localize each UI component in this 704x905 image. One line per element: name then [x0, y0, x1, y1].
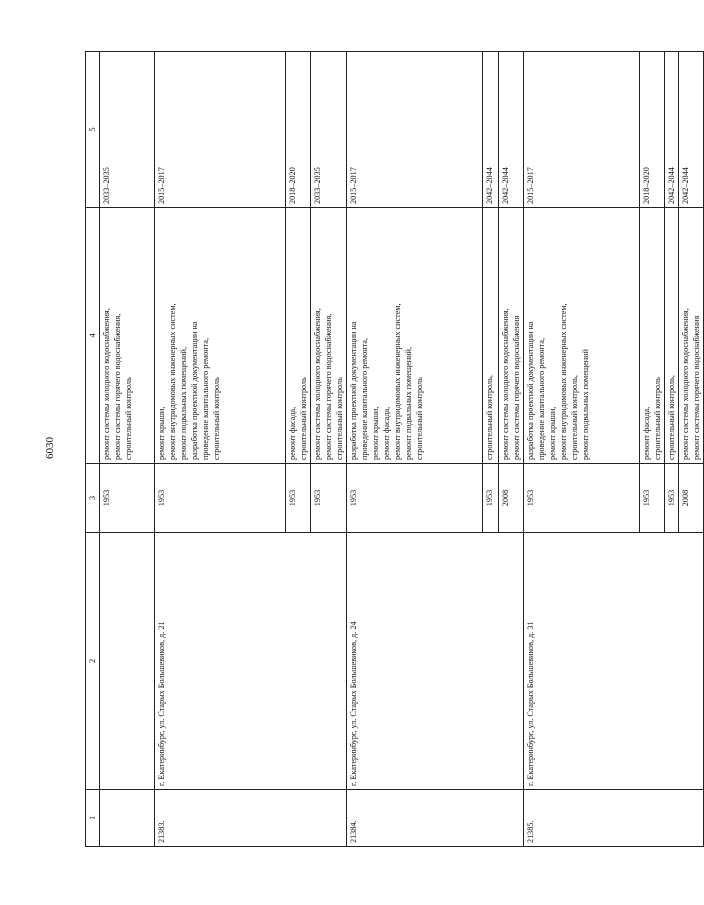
- address-cell: г. Екатеринбург, ул. Старых Большевиков, д. 24: [347, 533, 524, 790]
- work-item: строительный контроль: [299, 377, 308, 460]
- work-item: проведение капитального ремонта,: [201, 337, 210, 460]
- work-item: разработка проектной документации на: [349, 321, 358, 460]
- table-row: [347, 52, 483, 847]
- work-item: строительный контроль,: [485, 375, 494, 460]
- year-cell: 1953: [347, 464, 483, 533]
- works-cell: [155, 208, 286, 464]
- work-item: проведение капитального ремонта,: [360, 337, 369, 460]
- work-item: ремонт внутридомовых инженерных систем,: [559, 303, 568, 460]
- period-cell: 2018–2020: [286, 52, 311, 208]
- work-item: ремонт системы горячего водоснабжения: [512, 315, 521, 460]
- works-cell: [640, 208, 665, 464]
- year-cell: 1953: [665, 464, 679, 533]
- work-item: проведение капитального ремонта,: [537, 337, 546, 460]
- address-cell: г. Екатеринбург, ул. Старых Большевиков, д. 31: [524, 533, 704, 790]
- works-cell: [483, 208, 499, 464]
- header-cell-5: 5: [86, 52, 100, 208]
- repair-schedule-table: [85, 51, 704, 847]
- table-row: [100, 52, 155, 847]
- table-row: [155, 52, 286, 847]
- works-cell: [499, 208, 524, 464]
- work-item: ремонт системы горячего водоснабжения: [692, 315, 701, 460]
- work-item: ремонт крыши,: [548, 406, 557, 460]
- period-cell: 2042–2044: [483, 52, 499, 208]
- period-cell: 2033–2035: [100, 52, 155, 208]
- work-item: ремонт внутридомовых инженерных систем,: [168, 303, 177, 460]
- work-item: ремонт фасада,: [288, 406, 297, 460]
- year-cell: 1953: [640, 464, 665, 533]
- work-item: ремонт внутридомовых инженерных систем,: [393, 303, 402, 460]
- work-item: ремонт фасада,: [382, 406, 391, 460]
- address-cell: г. Екатеринбург, ул. Старых Большевиков, д. 21: [155, 533, 347, 790]
- address-cell: [100, 533, 155, 790]
- period-cell: 2015–2017: [347, 52, 483, 208]
- work-item: разработка проектной документации на: [526, 321, 535, 460]
- year-cell: 1953: [483, 464, 499, 533]
- period-cell: 2015–2017: [524, 52, 640, 208]
- header-row: [86, 52, 100, 847]
- work-item: ремонт системы холодного водоснабжения,: [681, 308, 690, 460]
- year-cell: 2008: [499, 464, 524, 533]
- works-cell: [679, 208, 704, 464]
- header-cell-4: 4: [86, 208, 100, 464]
- works-cell: [524, 208, 640, 464]
- works-cell: [286, 208, 311, 464]
- year-cell: 1953: [524, 464, 640, 533]
- work-item: ремонт крыши,: [157, 406, 166, 460]
- works-cell: [311, 208, 347, 464]
- work-item: строительный контроль: [653, 377, 662, 460]
- period-cell: 2033–2035: [311, 52, 347, 208]
- period-cell: 2042–2044: [499, 52, 524, 208]
- year-cell: 1953: [100, 464, 155, 533]
- work-item: ремонт системы горячего водоснабжения,: [324, 313, 333, 460]
- work-item: ремонт подвальных помещений: [581, 349, 590, 460]
- table-body: [100, 52, 704, 847]
- work-item: разработка проектной документации на: [190, 321, 199, 460]
- works-cell: [100, 208, 155, 464]
- year-cell: 2008: [679, 464, 704, 533]
- work-item: строительный контроль: [212, 377, 221, 460]
- work-item: ремонт крыши,: [371, 406, 380, 460]
- work-item: ремонт системы горячего водоснабжения,: [113, 313, 122, 460]
- year-cell: 1953: [286, 464, 311, 533]
- row-number-cell: 21385.: [524, 790, 704, 847]
- work-item: строительный контроль: [415, 377, 424, 460]
- work-item: ремонт системы холодного водоснабжения,: [102, 308, 111, 460]
- header-cell-1: 1: [86, 790, 100, 847]
- work-item: ремонт системы холодного водоснабжения,: [501, 308, 510, 460]
- works-cell: [347, 208, 483, 464]
- work-item: ремонт фасада,: [642, 406, 651, 460]
- work-item: строительный контроль,: [667, 375, 676, 460]
- works-cell: [665, 208, 679, 464]
- row-number-cell: [100, 790, 155, 847]
- header-cell-2: 2: [86, 533, 100, 790]
- table-row: [524, 52, 640, 847]
- work-item: ремонт подвальных помещений,: [404, 347, 413, 460]
- year-cell: 1953: [311, 464, 347, 533]
- work-item: ремонт подвальных помещений,: [179, 347, 188, 460]
- period-cell: 2042–2044: [679, 52, 704, 208]
- year-cell: 1953: [155, 464, 286, 533]
- period-cell: 2018–2020: [640, 52, 665, 208]
- period-cell: 2042–2044: [665, 52, 679, 208]
- period-cell: 2015–2017: [155, 52, 286, 208]
- work-item: ремонт системы холодного водоснабжения,: [313, 308, 322, 460]
- work-item: строительный контроль: [124, 377, 133, 460]
- work-item: строительный контроль,: [570, 375, 579, 460]
- rotated-table-container: [85, 87, 701, 847]
- header-cell-3: 3: [86, 464, 100, 533]
- work-item: строительный контроль: [335, 377, 344, 460]
- row-number-cell: 21383.: [155, 790, 347, 847]
- page-number: 6030: [44, 437, 56, 459]
- row-number-cell: 21384.: [347, 790, 524, 847]
